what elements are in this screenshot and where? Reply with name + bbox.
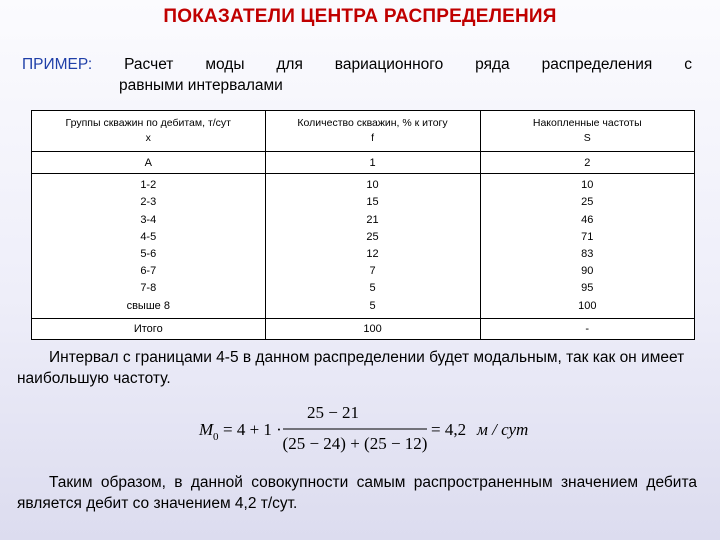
frequency-cell: 7 (369, 265, 376, 278)
formula-equals-start: = 4 + 1 · (223, 420, 282, 439)
cumulative-cell: 25 (581, 196, 594, 209)
example-word: распределения (541, 56, 653, 73)
table-index-row (32, 152, 695, 174)
group-cell: 6-7 (140, 265, 157, 278)
group-cell: 7-8 (140, 282, 157, 295)
example-word: с (684, 56, 692, 73)
cumulative-cell: 90 (581, 265, 594, 278)
cumulative-cell: 100 (578, 299, 597, 312)
frequency-cell: 21 (366, 213, 379, 226)
distribution-table (31, 110, 695, 340)
example-label: ПРИМЕР: (22, 56, 93, 73)
groups-column (32, 174, 266, 319)
group-cell: 2-3 (140, 196, 157, 209)
example-word: моды (205, 56, 245, 73)
index-cell: А (32, 152, 266, 174)
table-data-row (32, 174, 695, 319)
index-cell: 1 (265, 152, 480, 174)
group-cell: свыше 8 (126, 299, 170, 312)
example-word: Расчет (124, 56, 174, 73)
frequency-column (265, 174, 480, 319)
example-word: для (276, 56, 303, 73)
header-groups: Группы скважин по дебитам, т/сут x (32, 111, 266, 152)
frequency-cell: 5 (369, 299, 376, 312)
total-cell: 100 (265, 319, 480, 340)
header-frequency: Количество скважин, % к итогу f (265, 111, 480, 152)
frequency-cell: 5 (369, 282, 376, 295)
frequency-cell: 10 (366, 179, 379, 192)
frequency-cell: 12 (366, 248, 379, 260)
group-cell: 5-6 (140, 248, 157, 260)
header-cumulative: Накопленные частоты S (480, 111, 694, 152)
table-header-row (32, 111, 695, 152)
modal-interval-paragraph: Интервал с границами 4-5 в данном распределении будет модальным, так как он имеет наибольшую частоту. (17, 349, 685, 387)
group-cell: 4-5 (140, 230, 157, 243)
example-line-2: равными интервалами (119, 77, 283, 94)
example-word: вариационного (334, 56, 444, 73)
example-word: ряда (475, 56, 510, 73)
example-line-1 (22, 54, 692, 75)
cumulative-cell: 10 (581, 179, 594, 192)
cumulative-column (480, 174, 694, 319)
example-statement (22, 54, 692, 96)
cumulative-cell: 95 (581, 282, 594, 295)
frequency-cell: 25 (366, 230, 379, 243)
index-cell: 2 (480, 152, 694, 174)
cumulative-cell: 83 (581, 248, 594, 260)
formula-lhs-subscript: 0 (213, 431, 219, 443)
mode-formula (197, 396, 557, 456)
table-total-row (32, 319, 695, 340)
formula-denominator: (25 − 24) + (25 − 12) (282, 434, 428, 453)
formula-lhs-symbol: M (199, 420, 214, 439)
frequency-cell: 15 (366, 196, 379, 209)
group-cell: 1-2 (140, 179, 157, 192)
formula-numerator: 25 − 21 (306, 403, 360, 422)
slide-title: ПОКАЗАТЕЛИ ЦЕНТРА РАСПРЕДЕЛЕНИЯ (163, 6, 557, 27)
total-cell: Итого (32, 319, 266, 340)
conclusion-paragraph: Таким образом, в данной совокупности самым распространенным значением дебита является дебит со значением 4,2 т/сут. (17, 474, 697, 512)
group-cell: 3-4 (140, 213, 157, 226)
formula-unit: м / сут (477, 420, 529, 439)
cumulative-cell: 71 (581, 230, 594, 243)
total-cell: - (480, 319, 694, 340)
cumulative-cell: 46 (581, 213, 594, 226)
formula-result: = 4,2 (431, 420, 467, 439)
